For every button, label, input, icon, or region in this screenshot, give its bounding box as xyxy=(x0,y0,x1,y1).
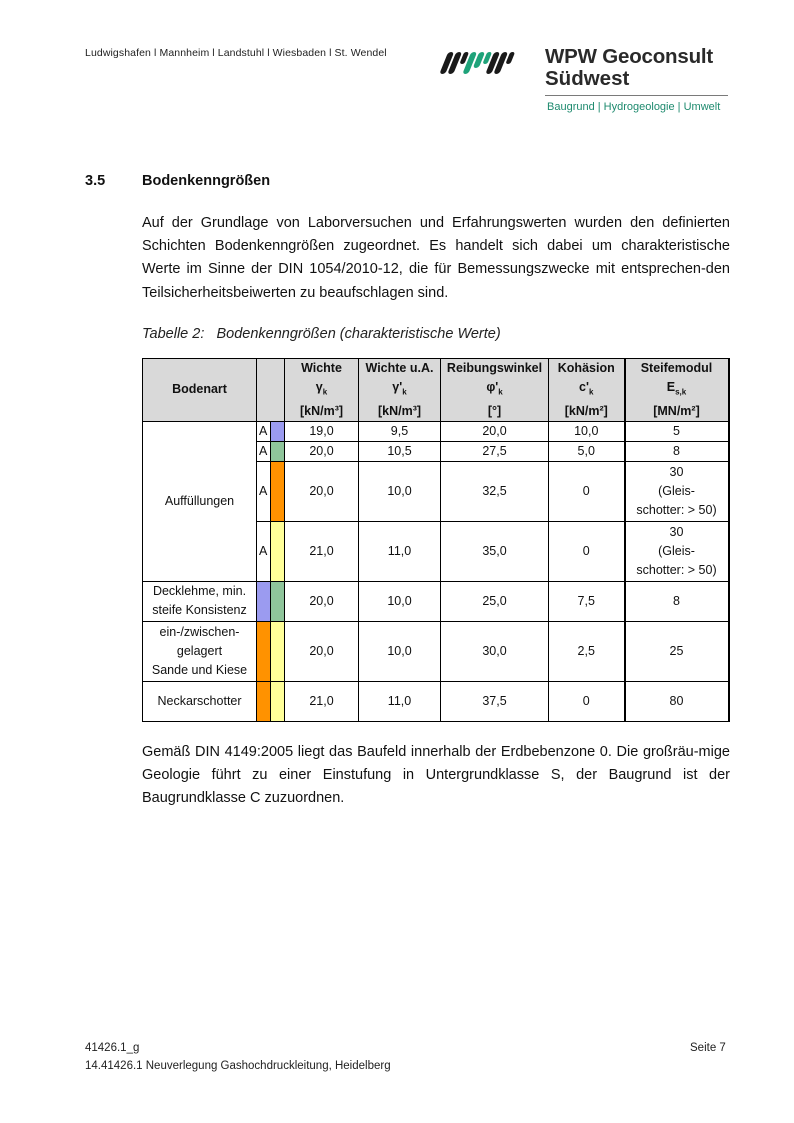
header-locations: Ludwigshafen l Mannheim l Landstuhl l Wiesbaden l St. Wendel xyxy=(85,47,387,59)
cell-phi: 35,0 xyxy=(441,521,549,581)
logo-tagline: Baugrund | Hydrogeologie | Umwelt xyxy=(547,101,721,113)
cell-c: 10,0 xyxy=(549,421,625,441)
cell-wichte: 21,0 xyxy=(285,521,359,581)
table-caption-label: Tabelle 2: xyxy=(142,326,205,342)
cell-phi: 25,0 xyxy=(441,581,549,621)
color-swatch-yellow xyxy=(271,681,285,721)
cell-c: 0 xyxy=(549,521,625,581)
cell-wichte-ua: 11,0 xyxy=(359,521,441,581)
table-row xyxy=(143,621,729,681)
header-bodenart: Bodenart xyxy=(143,359,257,422)
cell-es: 5 xyxy=(625,421,729,441)
group-auffuellungen: Auffüllungen xyxy=(143,421,257,581)
group-neckarschotter: Neckarschotter xyxy=(143,681,257,721)
cell-wichte: 20,0 xyxy=(285,461,359,521)
cell-c: 7,5 xyxy=(549,581,625,621)
cell-phi: 27,5 xyxy=(441,441,549,461)
company-logo xyxy=(437,46,732,121)
color-swatch-yellow xyxy=(271,521,285,581)
table-caption-text: Bodenkenngrößen (charakteristische Werte) xyxy=(216,326,501,342)
soil-parameters-table xyxy=(142,358,730,722)
cell-phi: 20,0 xyxy=(441,421,549,441)
footer-page-number: Seite 7 xyxy=(690,1042,726,1054)
cell-wichte: 20,0 xyxy=(285,581,359,621)
color-swatch-green xyxy=(271,441,285,461)
row-marker: A xyxy=(257,461,271,521)
cell-wichte: 20,0 xyxy=(285,441,359,461)
footer-project: 14.41426.1 Neuverlegung Gashochdruckleitung, Heidelberg xyxy=(85,1060,391,1072)
row-marker: A xyxy=(257,441,271,461)
logo-company-region: Südwest xyxy=(545,67,630,90)
cell-wichte-ua: 10,0 xyxy=(359,461,441,521)
logo-divider xyxy=(545,95,728,96)
cell-wichte: 19,0 xyxy=(285,421,359,441)
cell-wichte-ua: 10,0 xyxy=(359,621,441,681)
cell-es: 8 xyxy=(625,581,729,621)
closing-paragraph: Gemäß DIN 4149:2005 liegt das Baufeld innerhalb der Erdbebenzone 0. Die großräu-mige Geologie führt zu einer Einstufung in Untergrundklasse S, der Baugrund ist der Baugrundklasse C zuzuordnen. xyxy=(142,744,730,807)
cell-phi: 32,5 xyxy=(441,461,549,521)
color-swatch-violet xyxy=(271,421,285,441)
color-swatch-green xyxy=(271,581,285,621)
section-title: Bodenkenngrößen xyxy=(142,173,271,189)
cell-es: 8 xyxy=(625,441,729,461)
cell-phi: 37,5 xyxy=(441,681,549,721)
wpw-logo-icon xyxy=(437,50,527,76)
color-swatch-orange xyxy=(257,621,271,681)
cell-wichte-ua: 10,0 xyxy=(359,581,441,621)
color-swatch-orange xyxy=(257,681,271,721)
cell-es: 30 (Gleis- schotter: > 50) xyxy=(625,521,729,581)
cell-wichte-ua: 11,0 xyxy=(359,681,441,721)
section-number: 3.5 xyxy=(85,173,106,189)
table-row xyxy=(143,421,729,441)
footer-doc-id: 41426.1_g xyxy=(85,1042,140,1054)
row-marker: A xyxy=(257,421,271,441)
header-steifemodul: Steifemodul $E_{s,k}$ [MN/m²] xyxy=(625,359,729,422)
header-kohaesion: Kohäsion $c'_k$ [kN/m²] xyxy=(549,359,625,422)
header-reibungswinkel: Reibungswinkel $\varphi'_k$ [°] xyxy=(441,359,549,422)
table-row xyxy=(143,681,729,721)
cell-c: 2,5 xyxy=(549,621,625,681)
table-row xyxy=(143,581,729,621)
group-decklehme: Decklehme, min. steife Konsistenz xyxy=(143,581,257,621)
cell-c: 0 xyxy=(549,461,625,521)
logo-company-name: WPW Geoconsult xyxy=(545,45,714,68)
cell-c: 0 xyxy=(549,681,625,721)
cell-c: 5,0 xyxy=(549,441,625,461)
color-swatch-orange xyxy=(271,461,285,521)
intro-paragraph: Auf der Grundlage von Laborversuchen und Erfahrungswerten wurden den definierten Schichten Bodenkenngrößen zugeordnet. Es handelt sich dabei um charakteristische Werte im Sinne der DIN 1054/2010-12, die für Bemessungszwecke mit entsprechen-den Teilsicherheitsbeiwerten zu beaufschlagen sind. xyxy=(142,215,730,301)
table-caption xyxy=(142,326,501,342)
table-header-row xyxy=(143,359,729,422)
cell-es: 25 xyxy=(625,621,729,681)
cell-wichte-ua: 10,5 xyxy=(359,441,441,461)
cell-phi: 30,0 xyxy=(441,621,549,681)
header-marker xyxy=(257,359,285,422)
color-swatch-yellow xyxy=(271,621,285,681)
cell-es: 80 xyxy=(625,681,729,721)
cell-wichte-ua: 9,5 xyxy=(359,421,441,441)
header-wichte: Wichte $\gamma_k$ [kN/m³] xyxy=(285,359,359,422)
cell-es: 30 (Gleis- schotter: > 50) xyxy=(625,461,729,521)
header-wichte-ua: Wichte u.A. $\gamma'_k$ [kN/m³] xyxy=(359,359,441,422)
group-sande-kiese: ein-/zwischen- gelagert Sande und Kiese xyxy=(143,621,257,681)
row-marker: A xyxy=(257,521,271,581)
cell-wichte: 20,0 xyxy=(285,621,359,681)
color-swatch-violet xyxy=(257,581,271,621)
cell-wichte: 21,0 xyxy=(285,681,359,721)
